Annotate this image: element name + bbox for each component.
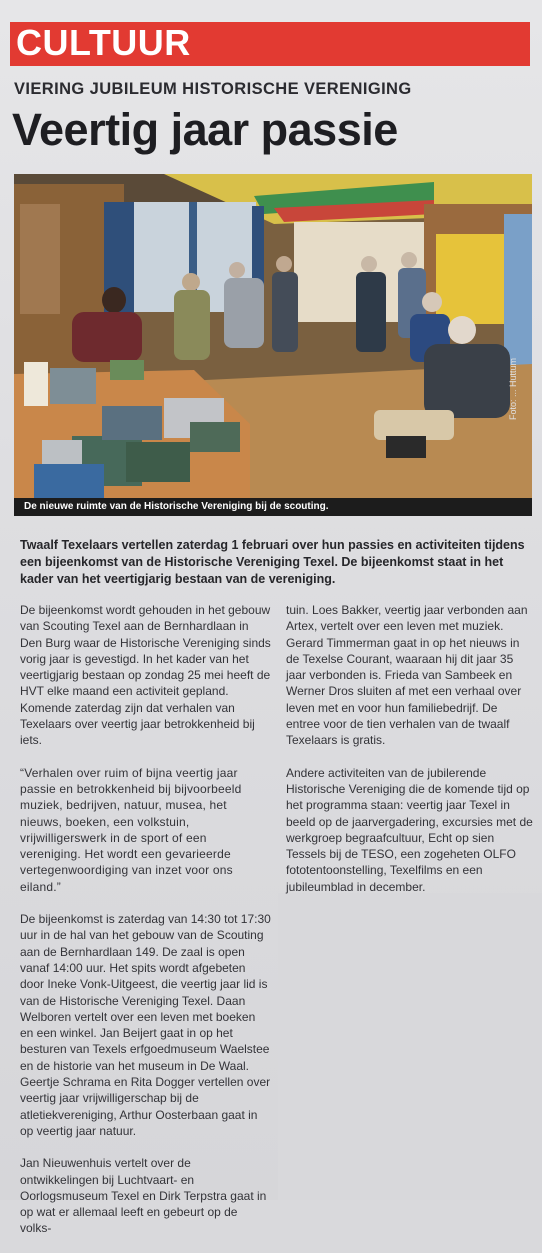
photo-illustration bbox=[14, 174, 532, 516]
paragraph: tuin. Loes Bakker, veertig jaar verbonden aan Artex, vertelt over een leven met muziek. Gerard Timmerman gaat in op het nieuws in de Texelse Courant, waaraan hij dit jaar 35 jaar verbonden is. Frieda van Sambeek en Werner Dros sluiten af met een verhaal over leven met en voor hun familiebedrijf. De entree voor de tien verhalen van de twaalf Texelaars is gratis. bbox=[286, 603, 528, 748]
article-column-right bbox=[286, 602, 533, 911]
page-background-lower-right bbox=[278, 893, 542, 1200]
article-column-left bbox=[20, 602, 271, 1253]
article-headline: Veertig jaar passie bbox=[12, 104, 398, 155]
article-photo bbox=[14, 174, 532, 516]
article-kicker: VIERING JUBILEUM HISTORISCHE VERENIGING bbox=[14, 80, 412, 98]
paragraph: De bijeenkomst wordt gehouden in het gebouw van Scouting Texel aan de Bernhardlaan in Den Burg waar de Historische Vereniging sinds vorig jaar is gevestigd. In het kader van het veertigjarig bestaan op zondag 25 mei heeft de HVT elke maand een activiteit gepland. Komende zaterdag zijn dat verhalen van Texelaars over veertig jaar betrokkenheid bij iets. bbox=[20, 603, 271, 748]
photo-credit: Foto: ... Huttum bbox=[508, 357, 518, 420]
paragraph: De bijeenkomst is zaterdag van 14:30 tot 17:30 uur in de hal van het gebouw van de Scouting aan de Bernhardlaan 149. De zaal is open vanaf 14:00 uur. Het spits wordt afgebeten door Ineke Vonk-Uitgeest, die veertig jaar lid is van de Historische Vereniging Texel. Daan Welboren vertelt over een leven met boeken en een winkel. Jan Beijert gaat in op het besturen van Texels erfgoedmuseum Waelstee en de historie van het museum in De Waal. Geertje Schrama en Rita Dogger vertellen over veertig jaar vrijwilligerschap bij de atletiekvereniging, Arthur Oosterbaan gaat in op veertig jaar natuur. bbox=[20, 912, 271, 1138]
quote-paragraph: “Verhalen over ruim of bijna veertig jaar passie en betrokkenheid bij bijvoorbeeld muziek, bedrijven, natuur, musea, het nieuws, boeken, een volkstuin, vrijwilligerswerk in de sport of een vereniging. Het wordt een gevarieerde vertegenwoordiging van inzet voor ons eiland.” bbox=[20, 765, 242, 894]
section-label: CULTUUR bbox=[16, 22, 191, 63]
photo-caption: De nieuwe ruimte van de Historische Vereniging bij de scouting. bbox=[14, 498, 532, 516]
paragraph: Jan Nieuwenhuis vertelt over de ontwikkelingen bij Luchtvaart- en Oorlogsmuseum Texel en Dirk Terpstra gaat in op wat er allemaal leeft en gebeurt op de volks- bbox=[20, 1156, 267, 1236]
article-lead: Twaalf Texelaars vertellen zaterdag 1 februari over hun passies en activiteiten tijdens een bijeenkomst van de Historische Vereniging Texel. De bijeenkomst staat in het kader van het veertigjarig bestaan van de vereniging. bbox=[20, 538, 525, 586]
paragraph: Andere activiteiten van de jubilerende Historische Vereniging die de komende tijd op het programma staan: veertig jaar Texel in beeld op de jaarvergadering, excursies met de werkgroep begraafcultuur, Echt op sien Tessels bij de TESO, een zogeheten OLFO fototentoonstelling, Texelfilms en een jubileumblad in december. bbox=[286, 765, 533, 894]
